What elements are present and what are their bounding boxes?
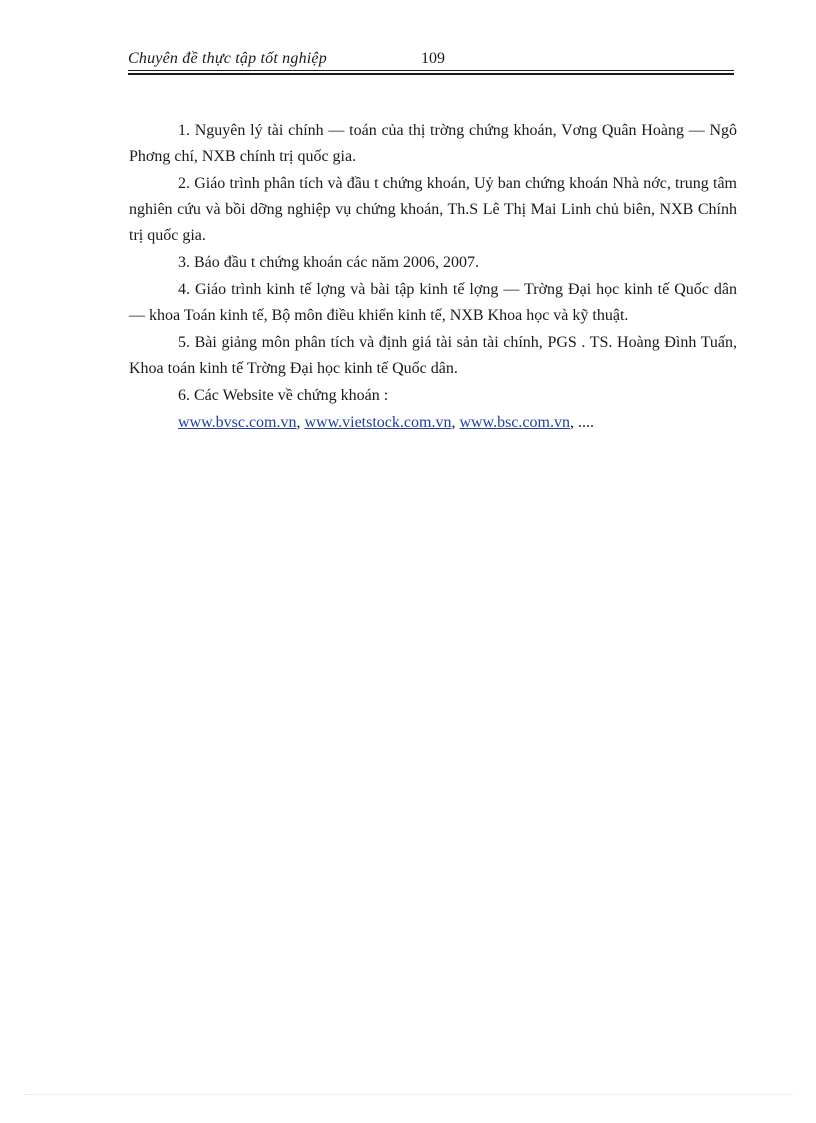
header-rule-thin [128,70,734,71]
link-separator: , [451,414,460,431]
reference-item: 3. Báo đầu t chứng khoán các năm 2006, 2007. [178,254,480,271]
website-link-bvsc[interactable]: www.bvsc.com.vn [178,414,297,431]
reference-item: 2. Giáo trình phân tích và đầu t chứng khoán, Uỷ ban chứng khoán Nhà nớc, trung tâm nghiên cứu và bồi dỡng nghiệp vụ chứng khoán, Th.S Lê Thị Mai Linh chủ biên, NXB Chính trị quốc gia. [129,175,737,244]
page-header [128,48,734,70]
page-number: 109 [421,50,445,67]
link-separator: , [296,414,305,431]
reference-item: 6. Các Website về chứng khoán : [178,387,389,404]
reference-item: 5. Bài giảng môn phân tích và định giá tài sản tài chính, PGS . TS. Hoàng Đình Tuấn, Khoa toán kinh tế Trờng Đại học kinh tế Quốc dân. [129,334,737,377]
website-list [129,410,737,436]
website-link-bsc[interactable]: www.bsc.com.vn [459,414,570,431]
header-title: Chuyên đề thực tập tốt nghiệp [128,50,327,67]
header-rule-thick [128,73,734,75]
website-link-vietstock[interactable]: www.vietstock.com.vn [304,414,452,431]
reference-list [129,118,737,436]
reference-item: 1. Nguyên lý tài chính — toán của thị trờng chứng khoán, Vơng Quân Hoàng — Ngô Phơng chí, NXB chính trị quốc gia. [129,122,737,165]
reference-item: 4. Giáo trình kinh tế lợng và bài tập kinh tế lợng — Trờng Đại học kinh tế Quốc dân — khoa Toán kinh tế, Bộ môn điều khiển kinh tế, NXB Khoa học và kỹ thuật. [129,281,737,324]
trailing-ellipsis: , .... [569,414,594,431]
bottom-dotted-rule [24,1094,794,1095]
